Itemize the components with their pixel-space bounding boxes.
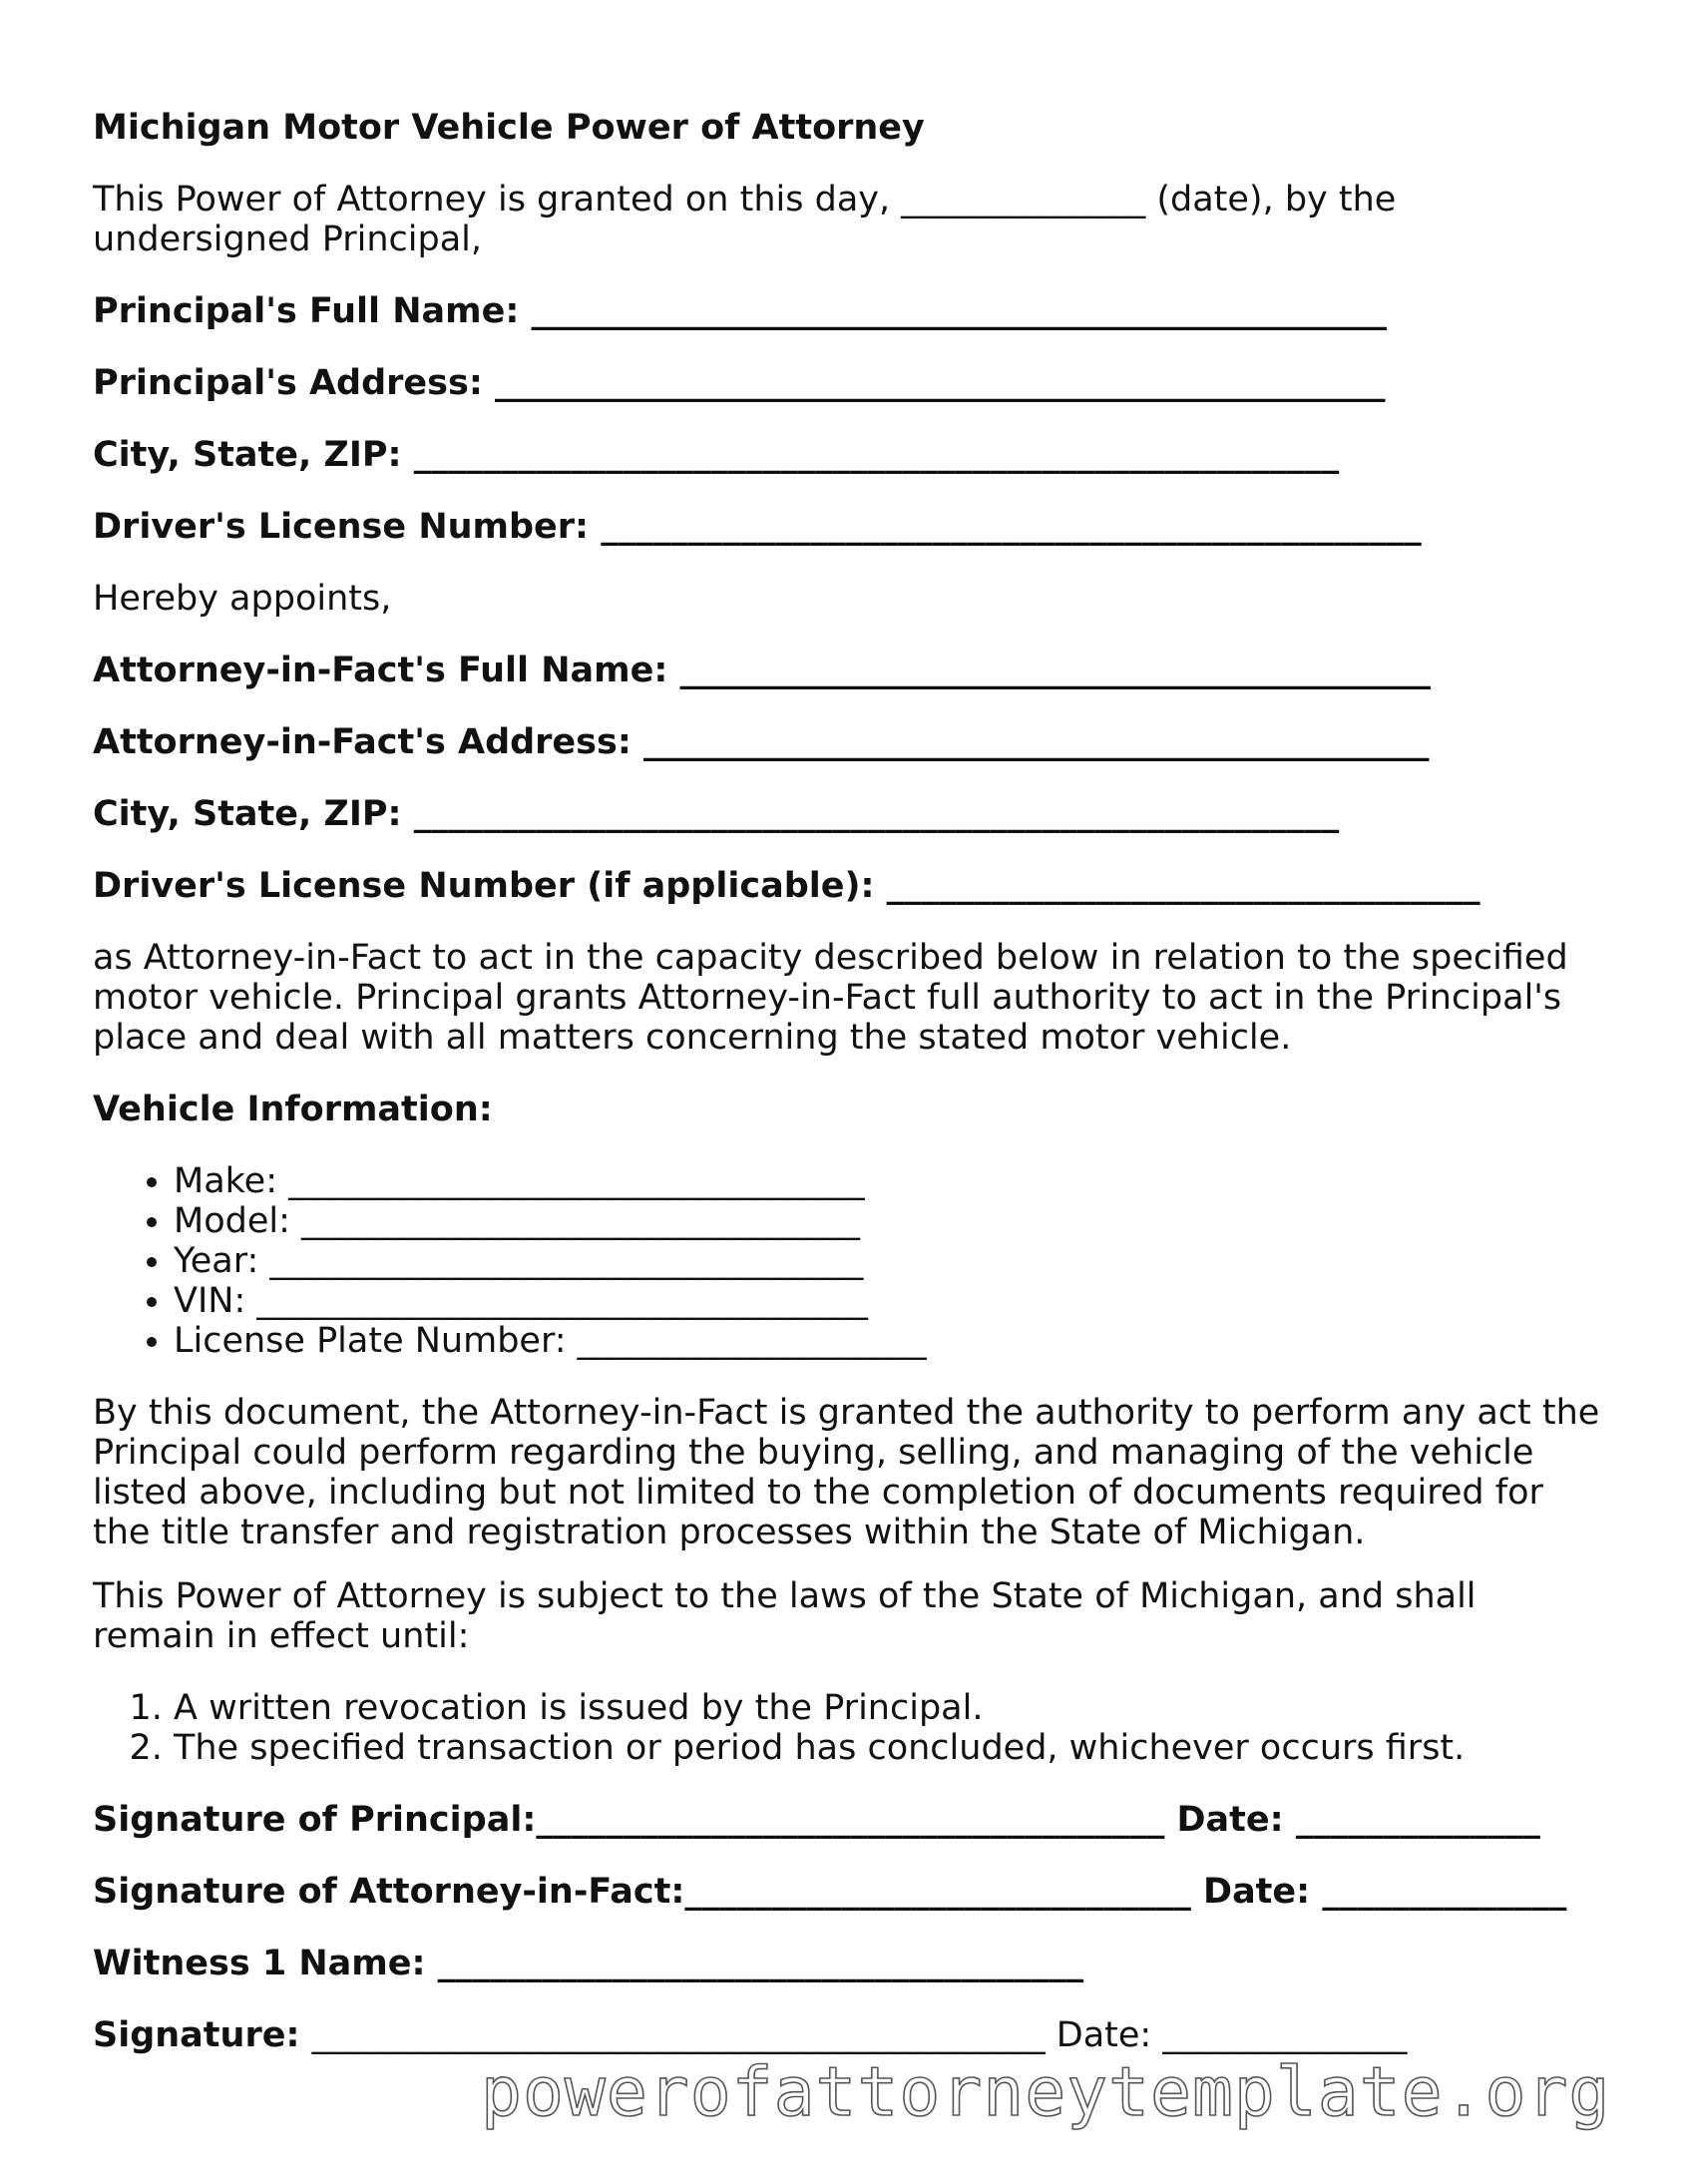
principal-address-field: Principal's Address: ___________________________________________________ (93, 363, 1386, 403)
witness-signature-line (93, 2015, 1609, 2055)
vehicle-model-field: • Model: ________________________________ (174, 1201, 1570, 1241)
vehicle-vin-field: • VIN: ___________________________________ (174, 1281, 1570, 1321)
vehicle-heading: Vehicle Information: (93, 1090, 493, 1129)
principal-signature-line: Signature of Principal:____________________________________ Date: ______________ (93, 1800, 1540, 1840)
watermark-text: powerofattorneytemplate.org (481, 2053, 1611, 2132)
document-title: Michigan Motor Vehicle Power of Attorney (93, 108, 925, 148)
principal-name-field: Principal's Full Name: _________________________________________________ (93, 291, 1388, 331)
scope-paragraph: By this document, the Attorney-in-Fact is granted the authority to perform any act the Principal could perform regarding the buying, selling, and managing of the vehicle listed above, including but not limited to the completion of documents required for the title transfer and registration processes within the State of Michigan. (93, 1393, 1600, 1552)
witness-name-field: Witness 1 Name: _____________________________________ (93, 1944, 1084, 1983)
attorney-address-field: Attorney-in-Fact's Address: _____________________________________________ (93, 722, 1430, 762)
signature-blank: __________________________________________ Date: ______________ (311, 2015, 1408, 2055)
attorney-signature-line: Signature of Attorney-in-Fact:_____________________________ Date: ______________ (93, 1872, 1567, 1912)
attorney-city-field: City, State, ZIP: _____________________________________________________ (93, 794, 1340, 834)
attorney-license-field: Driver's License Number (if applicable): __________________________________ (93, 866, 1480, 906)
term-item: 2. The specified transaction or period has concluded, whichever occurs first. (174, 1728, 1570, 1768)
vehicle-plate-field: • License Plate Number: ____________________ (174, 1321, 1570, 1361)
vehicle-make-field: • Make: _________________________________ (174, 1161, 1570, 1201)
principal-license-field: Driver's License Number: _______________________________________________ (93, 507, 1422, 547)
term-item: 1. A written revocation is issued by the Principal. (174, 1688, 1570, 1728)
intro-paragraph: This Power of Attorney is granted on this day, ______________ (date), by the undersigned Principal, (93, 180, 1397, 259)
law-paragraph: This Power of Attorney is subject to the laws of the State of Michigan, and shall remain in effect until: (93, 1576, 1476, 1656)
attorney-name-field: Attorney-in-Fact's Full Name: ___________________________________________ (93, 651, 1432, 690)
termination-terms-list (93, 1688, 1570, 1768)
appoints-text: Hereby appoints, (93, 579, 392, 619)
authority-paragraph: as Attorney-in-Fact to act in the capacity described below in relation to the specified motor vehicle. Principal grants Attorney-in-Fact full authority to act in the Principal's place and deal with all matters concerning the stated motor vehicle. (93, 938, 1568, 1058)
vehicle-info-list (93, 1161, 1570, 1361)
principal-city-field: City, State, ZIP: _____________________________________________________ (93, 435, 1340, 475)
signature-label: Signature: (93, 2015, 312, 2055)
vehicle-year-field: • Year: __________________________________ (174, 1241, 1570, 1281)
